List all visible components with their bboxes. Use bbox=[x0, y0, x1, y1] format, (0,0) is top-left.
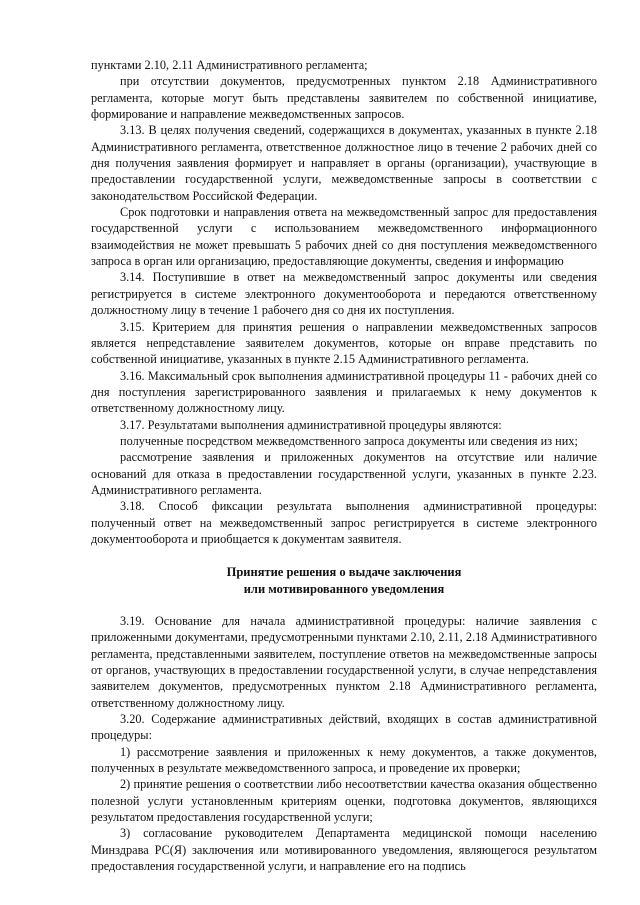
paragraph: 3.17. Результатами выполнения административной процедуры являются: bbox=[120, 417, 502, 432]
spacer bbox=[91, 597, 597, 613]
paragraph: 3.14. Поступившие в ответ на межведомственный запрос документы или сведения регистрируется в системе электронного документооборота и передаются ответственному должностному лицу в течение 1 рабочего дня со дня их поступления. bbox=[91, 270, 597, 318]
paragraph: 1) рассмотрение заявления и приложенных к нему документов, а также документов, полученных в результате межведомственного запроса, и проведение их проверки; bbox=[91, 744, 597, 776]
document-body bbox=[91, 57, 597, 875]
paragraph: пунктами 2.10, 2.11 Административного регламента; bbox=[91, 58, 368, 72]
paragraph: полученные посредством межведомственного запроса документы или сведения из них; bbox=[120, 433, 578, 448]
paragraph: 3.18. Способ фиксации результата выполнения административной процедуры: полученный ответ на межведомственный запрос регистрируется в системе электронного документооборота и приобщается к документам заявителя. bbox=[91, 499, 597, 546]
paragraph: 3.13. В целях получения сведений, содержащихся в документах, указанных в пункте 2.18 Административного регламента, ответственное должностное лицо в течение 2 рабочих дней со дня получения заявления формирует и направляет в органы (организации), участвующие в предоставлении государственной услуги, межведомственные запросы в соответствии с законодательством Российской Федерации. bbox=[91, 123, 597, 203]
paragraph: 3.15. Критерием для принятия решения о направлении межведомственных запросов является непредставление заявителем документов, которые он вправе представить по собственной инициативе, указанных в пункте 2.15 Административного регламента. bbox=[91, 319, 597, 367]
paragraph: 3) согласование руководителем Департамента медицинской помощи населению Минздрава РС(Я) заключения или мотивированного уведомления, являющегося результатом предоставления государственной услуги, и направление его на подпись bbox=[91, 826, 597, 874]
paragraph: 2) принятие решения о соответствии либо несоответствии качества оказания общественно полезной услуги установленным критериям оценки, подготовка документов, являющихся результатом предоставления государственной услуги; bbox=[91, 777, 597, 825]
paragraph: Срок подготовки и направления ответа на межведомственный запрос для предоставления государственной услуги с использованием межведомственного информационного взаимодействия не может превышать 5 рабочих дней со дня поступления межведомственного запроса в орган или организацию, предоставляющие документы, сведения и информацию bbox=[91, 205, 597, 269]
paragraph: рассмотрение заявления и приложенных документов на отсутствие или наличие оснований для отказа в предоставлении государственной услуги, указанных в пункте 2.23. Административного регламента. bbox=[91, 450, 597, 497]
section-heading-line-1: Принятие решения о выдаче заключения bbox=[226, 565, 462, 580]
section-heading-line-2: или мотивированного уведомления bbox=[243, 581, 445, 596]
paragraph: при отсутствии документов, предусмотренных пунктом 2.18 Административного регламента, которые могут быть представлены заявителем по собственной инициативе, формирование и направление межведомственных запросов. bbox=[91, 74, 597, 122]
paragraph: 3.16. Максимальный срок выполнения административной процедуры 11 - рабочих дней со дня поступления зарегистрированного заявления и прилагаемых к нему документов к ответственному должностному лицу. bbox=[91, 368, 597, 416]
paragraph: 3.19. Основание для начала административной процедуры: наличие заявления с приложенными документами, предусмотренными пунктами 2.10, 2.11, 2.18 Административного регламента, представленными заявителем, поступление ответов на межведомственные запросы от органов, участвующих в предоставлении государственной услуги, в случае непредставления заявителем документов, предусмотренных пунктом 2.18 Административного регламента, ответственному должностному лицу. bbox=[91, 614, 597, 710]
spacer bbox=[91, 547, 597, 564]
paragraph: 3.20. Содержание административных действий, входящих в состав административной процедуры: bbox=[91, 712, 597, 743]
